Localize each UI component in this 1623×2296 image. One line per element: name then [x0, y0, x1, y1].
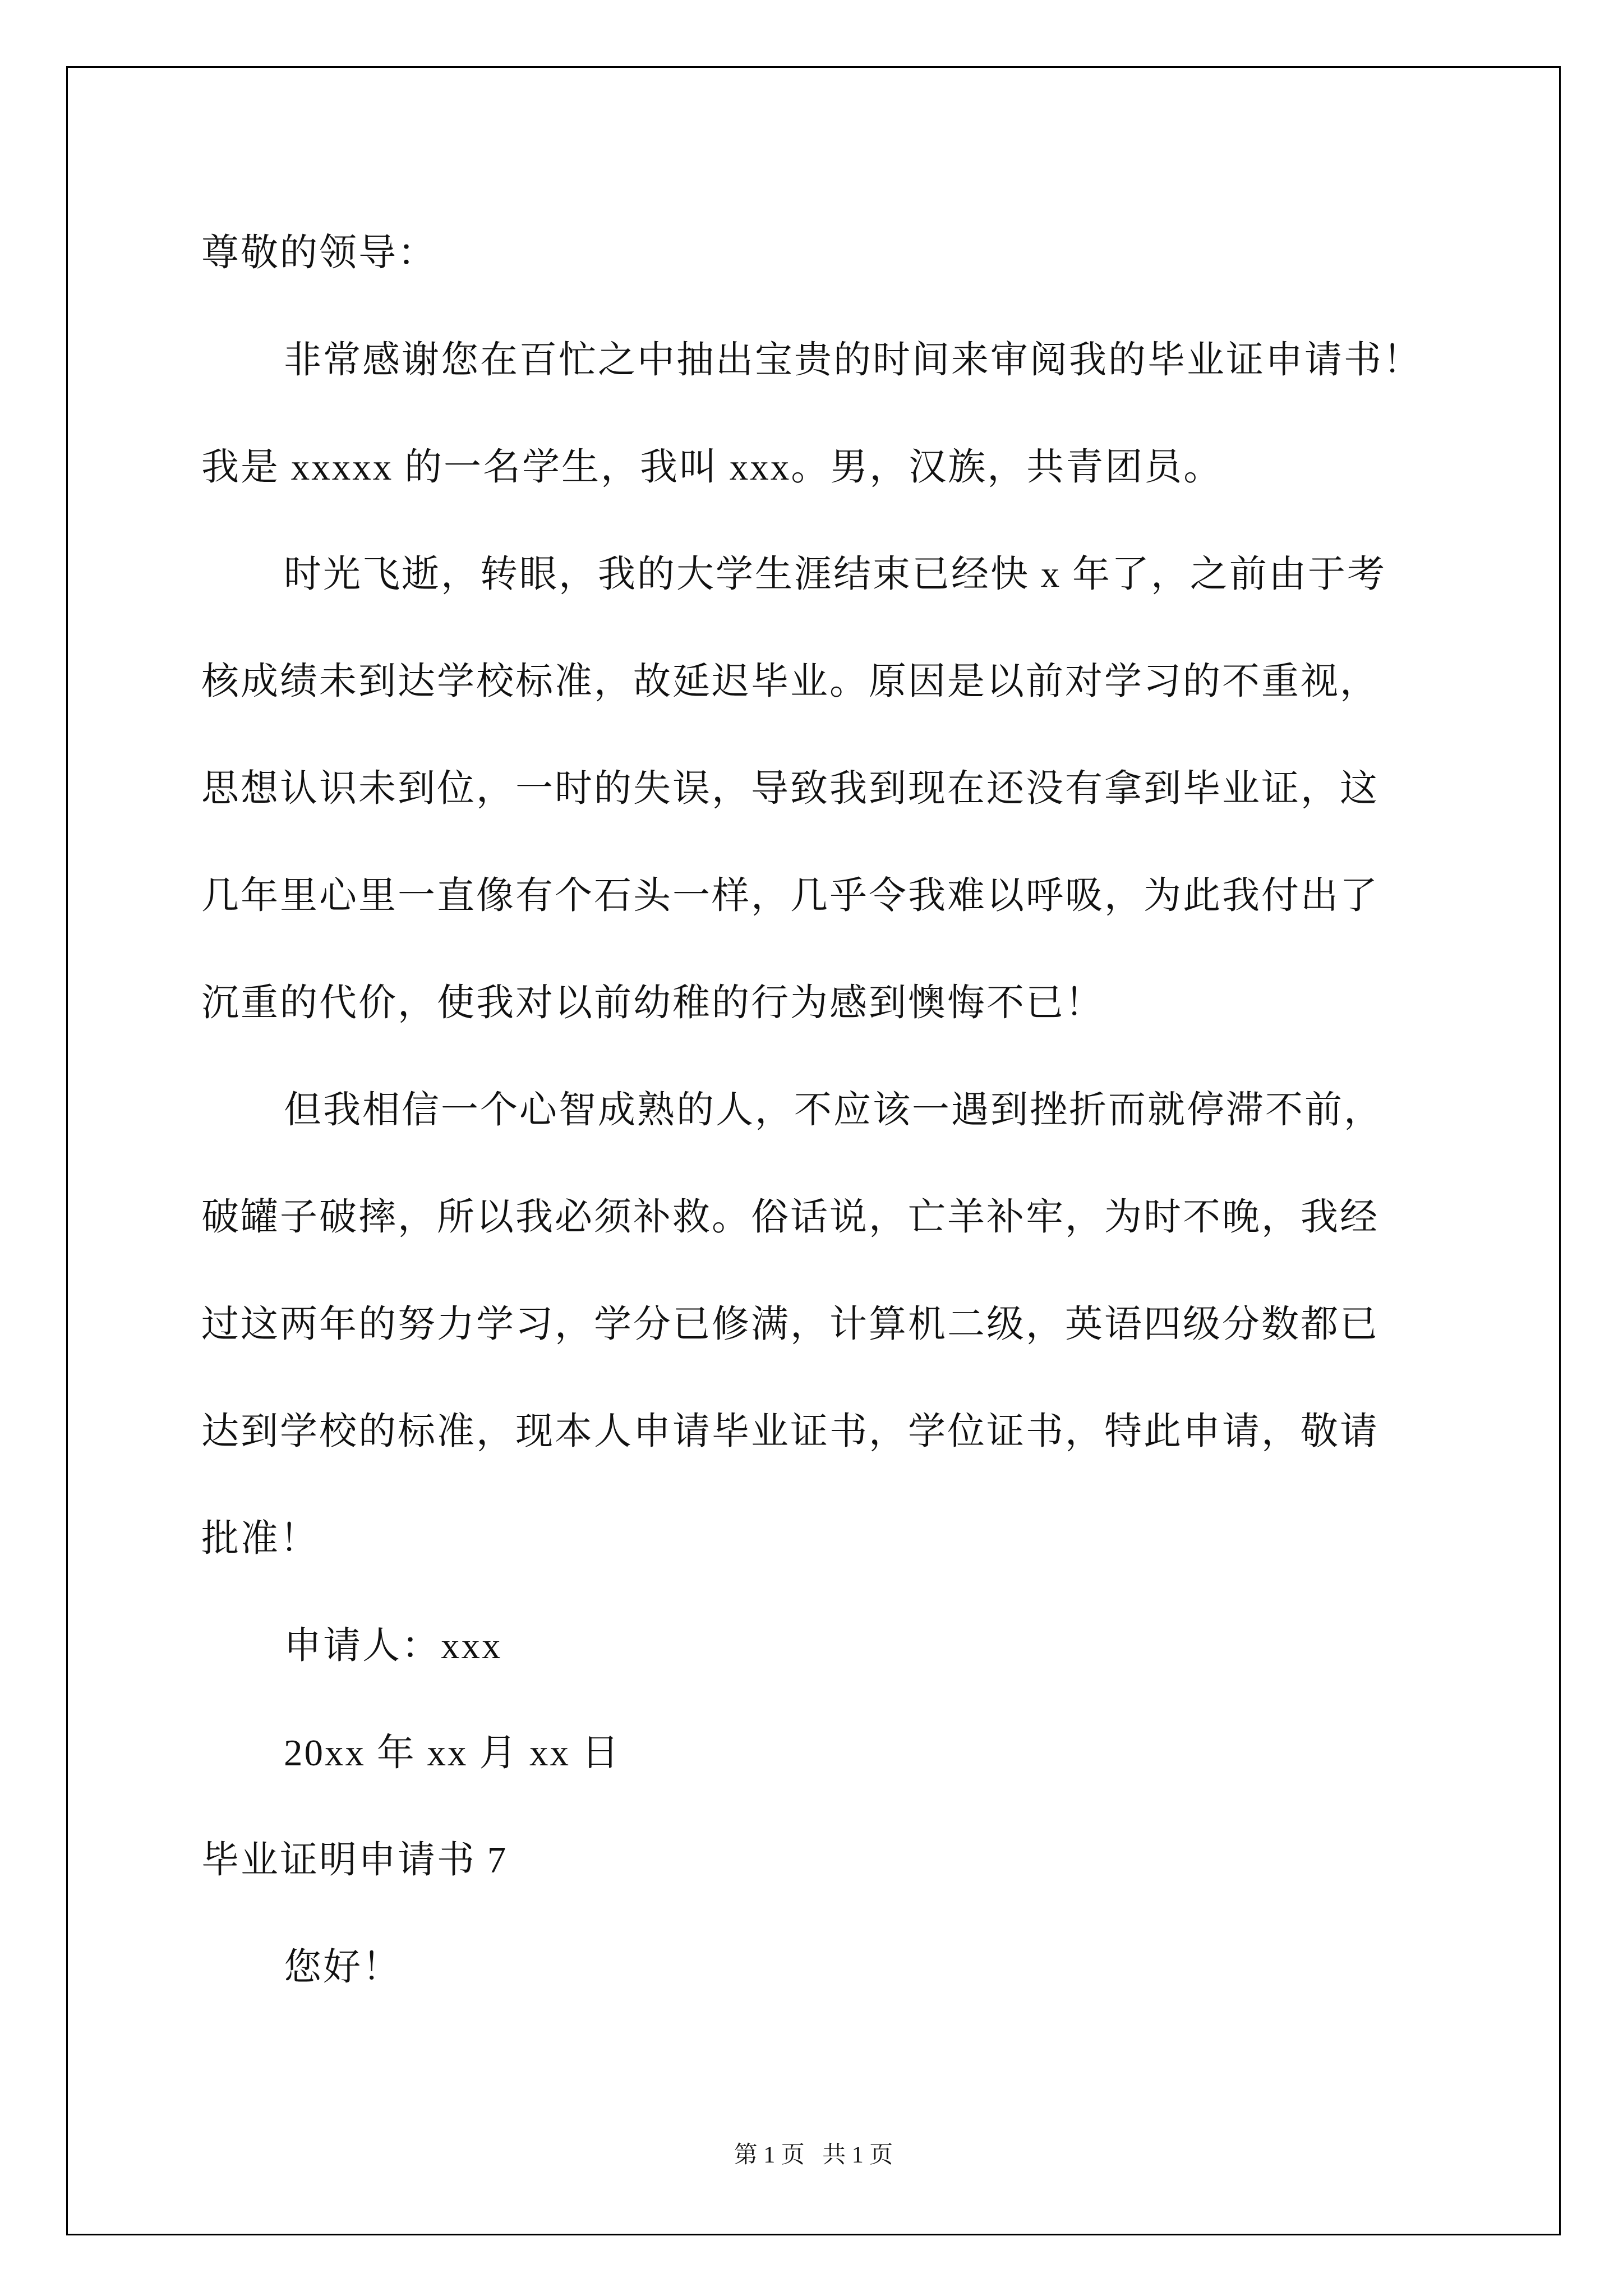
paragraph-line: 几年里心里一直像有个石头一样，几乎令我难以呼吸，为此我付出了 [201, 875, 1379, 917]
paragraph-line: 批准！ [201, 1518, 319, 1559]
paragraph-line: 但我相信一个心智成熟的人，不应该一遇到挫折而就停滞不前， [284, 1089, 1383, 1131]
document-body [201, 200, 1547, 2021]
salutation: 尊敬的领导： [201, 232, 437, 274]
page-number-footer: 第 1 页 共 1 页 [734, 2142, 893, 2168]
paragraph-line: 非常感谢您在百忙之中抽出宝贵的时间来审阅我的毕业证申请书！ [284, 339, 1422, 381]
paragraph-line: 过这两年的努力学习，学分已修满，计算机二级，英语四级分数都已 [201, 1304, 1379, 1345]
paragraph-request [201, 1057, 1547, 1593]
paragraph-background [201, 521, 1547, 1057]
applicant-signature: 申请人：xxx [284, 1625, 502, 1667]
paragraph-line: 我是 xxxxx 的一名学生，我叫 xxx。男，汉族，共青团员。 [201, 447, 1223, 488]
paragraph-line: 破罐子破摔，所以我必须补救。俗话说，亡羊补牢，为时不晚，我经 [201, 1197, 1379, 1238]
signature-date: 20xx 年 xx 月 xx 日 [284, 1732, 621, 1774]
section-title: 毕业证明申请书 7 [201, 1839, 508, 1881]
paragraph-line: 核成绩未到达学校标准，故延迟毕业。原因是以前对学习的不重视， [201, 661, 1379, 702]
paragraph-line: 达到学校的标准，现本人申请毕业证书，学位证书，特此申请，敬请 [201, 1411, 1379, 1452]
paragraph-thanks [201, 307, 1547, 521]
paragraph-line: 思想认识未到位，一时的失误，导致我到现在还没有拿到毕业证，这 [201, 768, 1379, 809]
paragraph-line: 沉重的代价，使我对以前幼稚的行为感到懊悔不已！ [201, 982, 1104, 1024]
paragraph-line: 时光飞逝，转眼，我的大学生涯结束已经快 x 年了，之前由于考 [284, 554, 1386, 595]
section-greeting: 您好！ [284, 1947, 402, 1988]
